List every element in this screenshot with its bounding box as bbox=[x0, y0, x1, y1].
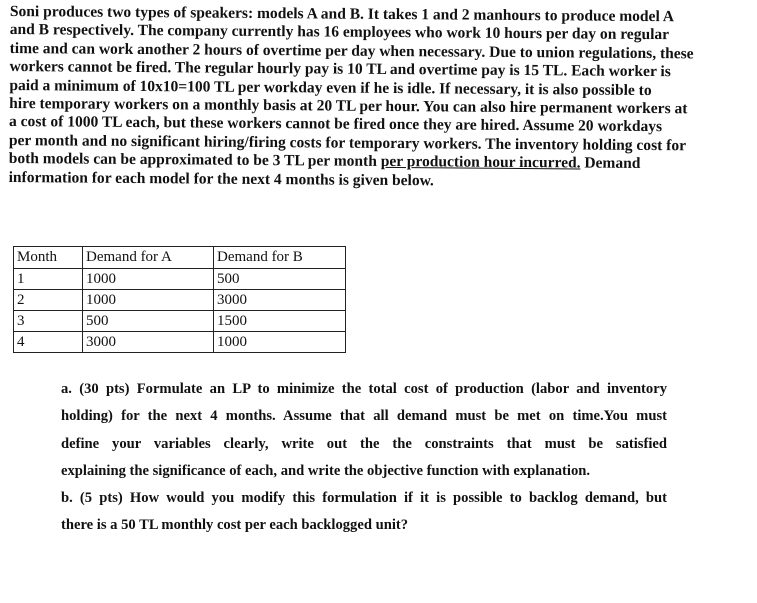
problem-line: information for each model for the next 4 months is given below. bbox=[8, 168, 434, 189]
cell-month: 1 bbox=[14, 269, 83, 290]
cell-demand-b: 500 bbox=[214, 269, 346, 290]
problem-line: paid a minimum of 10x10=100 TL per workday even if he is idle. If necessary, it is also possible to bbox=[9, 76, 652, 99]
table-header-row bbox=[14, 247, 346, 269]
table-row bbox=[14, 311, 346, 332]
question-line: a. (30 pts) Formulate an LP to minimize the total cost of production (labor and inventory bbox=[61, 381, 667, 397]
questions-section bbox=[61, 376, 751, 540]
header-demand-b: Demand for B bbox=[214, 247, 346, 269]
cell-demand-b: 1000 bbox=[214, 332, 346, 353]
cell-month: 4 bbox=[14, 332, 83, 353]
problem-line: a cost of 1000 TL each, but these workers cannot be fired once they are hired. Assume 20 workdays bbox=[8, 113, 663, 136]
underlined-phrase: per production hour incurred. bbox=[380, 153, 581, 172]
cell-demand-a: 3000 bbox=[83, 332, 214, 353]
problem-line-end: Demand bbox=[580, 154, 641, 173]
problem-line: per month and no significant hiring/firing costs for temporary workers. The inventory holding cost for bbox=[8, 131, 687, 155]
problem-line: hire temporary workers on a monthly basis at 20 TL per hour. You can also hire permanent workers at bbox=[9, 95, 688, 118]
problem-line-start: both models can be approximated to be 3 TL per month bbox=[8, 150, 381, 171]
cell-demand-b: 1500 bbox=[214, 311, 346, 332]
problem-line: time and can work another 2 hours of overtime per day when necessary. Due to union regulations, these bbox=[9, 39, 694, 63]
table-row bbox=[14, 269, 346, 290]
question-line: explaining the significance of each, and write the objective function with explanation. bbox=[61, 462, 591, 479]
table-row bbox=[14, 332, 346, 353]
problem-statement bbox=[9, 3, 752, 193]
cell-demand-a: 1000 bbox=[83, 269, 214, 290]
question-line: define your variables clearly, write out the the constraints that must be satisfied bbox=[61, 435, 667, 452]
table-row bbox=[14, 290, 346, 311]
header-month: Month bbox=[14, 247, 83, 269]
problem-line: workers cannot be fired. The regular hourly pay is 10 TL and overtime pay is 15 TL. Each worker is bbox=[9, 58, 671, 81]
problem-line: Soni produces two types of speakers: models A and B. It takes 1 and 2 manhours to produce model A bbox=[9, 3, 675, 26]
question-line: b. (5 pts) How would you modify this formulation if it is possible to backlog demand, but bbox=[61, 490, 667, 507]
cell-month: 3 bbox=[14, 311, 83, 332]
cell-month: 2 bbox=[14, 290, 83, 311]
question-line: there is a 50 TL monthly cost per each backlogged unit? bbox=[61, 517, 409, 534]
cell-demand-a: 1000 bbox=[83, 290, 214, 311]
demand-table bbox=[13, 246, 346, 353]
cell-demand-a: 500 bbox=[83, 311, 214, 332]
problem-line: and B respectively. The company currently has 16 employees who work 10 hours per day on regular bbox=[9, 21, 670, 44]
question-line: holding) for the next 4 months. Assume that all demand must be met on time.You must bbox=[61, 408, 667, 425]
cell-demand-b: 3000 bbox=[214, 290, 346, 311]
header-demand-a: Demand for A bbox=[83, 247, 214, 269]
